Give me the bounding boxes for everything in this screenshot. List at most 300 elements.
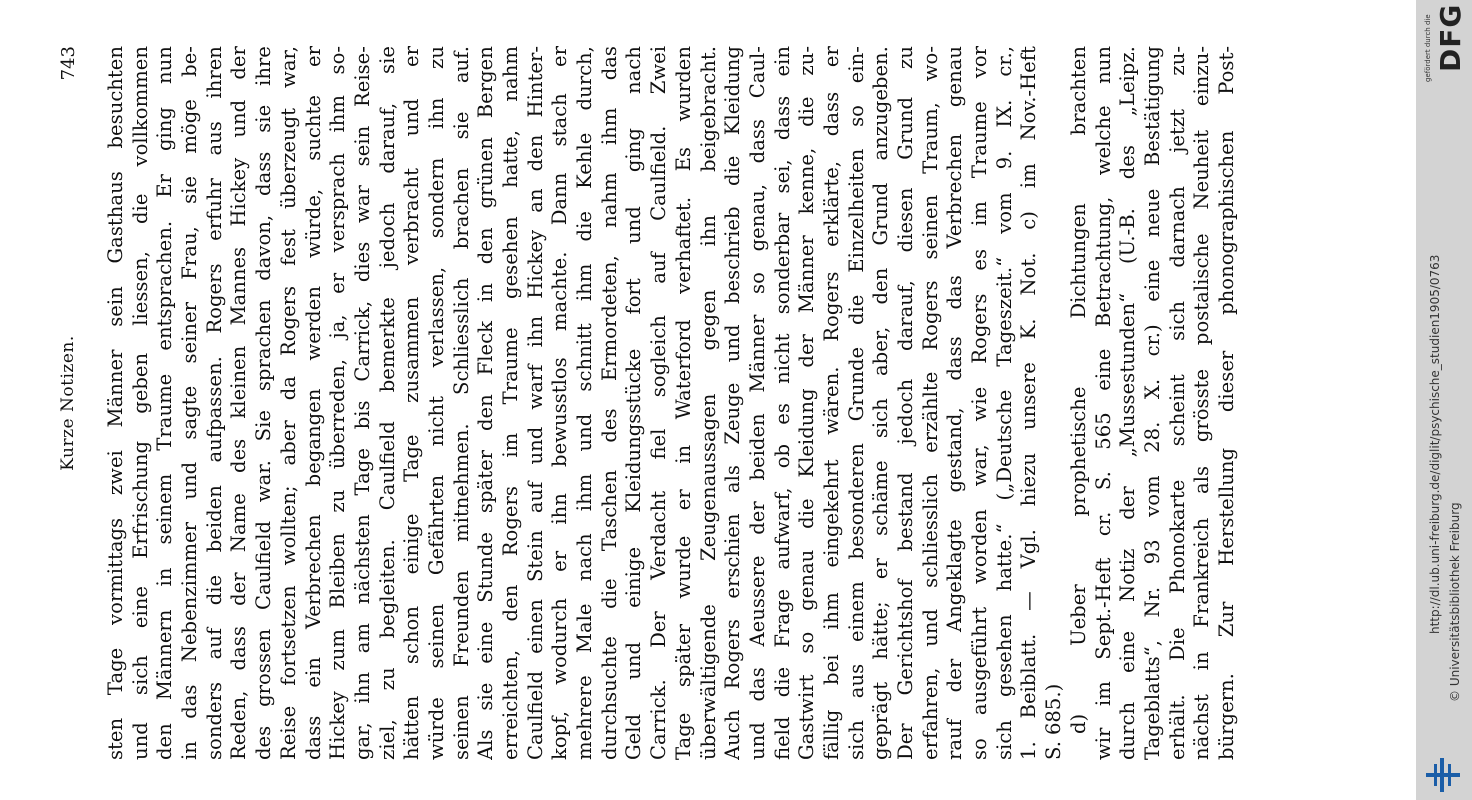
word: nahm: [499, 46, 522, 102]
word: hätte;: [869, 601, 893, 660]
text-line: [1017, 46, 1042, 760]
word: Male: [573, 603, 597, 654]
word: besuchten: [104, 46, 127, 149]
word: sonders: [202, 681, 226, 760]
word: grösste: [1190, 368, 1214, 443]
text-line: [1116, 46, 1141, 760]
word: gestand,: [943, 407, 967, 493]
word: sie: [178, 175, 202, 204]
word: die: [795, 498, 819, 529]
word: Name: [227, 493, 251, 553]
word: Reise: [276, 705, 300, 760]
word: Not.: [1017, 252, 1041, 296]
word: Post-: [1214, 46, 1238, 95]
word: Freunden: [449, 570, 473, 667]
text-line: [227, 46, 252, 760]
word: Zeugenaussagen: [696, 393, 720, 562]
word: wollten;: [276, 485, 300, 566]
word: ob: [770, 443, 794, 469]
word: die: [597, 578, 621, 609]
word: Stunde: [474, 532, 498, 603]
word: 9.: [992, 150, 1016, 170]
word: darauf,: [894, 280, 917, 351]
word: am: [350, 623, 374, 654]
word: der: [745, 501, 769, 535]
word: sich: [844, 720, 868, 760]
word: ihn: [523, 315, 547, 348]
word: sie: [252, 104, 276, 133]
word: sondern: [424, 157, 448, 239]
word: ihm: [573, 263, 597, 302]
word: sich: [1165, 300, 1189, 341]
word: ihn: [696, 214, 720, 247]
word: ihm: [326, 95, 350, 133]
word: einem: [844, 581, 868, 642]
word: Männer: [104, 349, 127, 428]
text-line: [894, 46, 919, 760]
word: Der: [647, 611, 671, 648]
word: so: [795, 631, 819, 654]
word: wir: [1091, 727, 1115, 760]
word: grünen: [474, 137, 498, 209]
word: überreden,: [326, 359, 350, 470]
text-line: [993, 46, 1018, 760]
word: gesehen: [992, 614, 1016, 698]
page-number: 743: [58, 46, 79, 81]
text-line: [1166, 46, 1191, 760]
word: Traume: [153, 373, 177, 451]
running-head: Kurze Notizen.: [58, 335, 78, 471]
word: kopf,: [548, 711, 572, 760]
text-line: [1067, 46, 1092, 760]
word: Rogers: [968, 293, 992, 364]
word: cr.: [1091, 511, 1115, 537]
word: Hinter-: [523, 46, 547, 118]
word: vom: [992, 192, 1016, 234]
word: auf: [647, 252, 671, 284]
word: einige: [400, 513, 424, 575]
word: unsere: [1017, 362, 1041, 431]
word: „Leipz.: [1116, 46, 1140, 117]
word: zwei: [104, 450, 127, 496]
word: und: [128, 722, 152, 760]
word: grossen: [252, 628, 276, 707]
word: beigebracht.: [696, 46, 720, 172]
word: ein-: [844, 46, 868, 84]
word: sich: [992, 720, 1016, 760]
text-line: [203, 46, 228, 760]
word: rauf: [943, 719, 967, 760]
text-line: [524, 46, 549, 760]
word: seinem: [153, 473, 177, 545]
text-line: [1092, 46, 1117, 760]
word: durch: [1116, 701, 1140, 760]
word: sie: [474, 682, 498, 711]
word: so: [968, 738, 992, 760]
word: schnitt: [573, 323, 597, 392]
word: in: [474, 283, 498, 303]
text-line: [153, 46, 178, 760]
word: ihn: [350, 672, 374, 704]
word: als: [1190, 465, 1214, 494]
word: Waterford: [671, 319, 695, 420]
word: aus: [202, 121, 226, 156]
word: zu: [894, 46, 917, 69]
text-line: [672, 46, 697, 760]
text-line: [277, 46, 302, 760]
word: den: [474, 227, 498, 265]
word: nach: [573, 533, 597, 582]
word: begangen: [301, 388, 325, 487]
word: Fleck: [474, 321, 498, 376]
word: hätten: [400, 695, 424, 760]
word: zu-: [1165, 46, 1189, 76]
word: 565: [1091, 412, 1115, 450]
word: Rogers: [499, 486, 522, 557]
word: field: [770, 716, 794, 760]
word: Taschen: [597, 469, 621, 552]
word: Neuheit: [1190, 129, 1214, 210]
word: Rogers: [918, 280, 942, 351]
word: er: [869, 558, 893, 580]
word: bemerkte: [375, 297, 399, 393]
word: Ermordeten,: [597, 255, 621, 382]
word: Aeussere: [745, 555, 769, 647]
word: zu: [424, 46, 448, 69]
word: so: [844, 105, 868, 127]
word: darnach: [1165, 186, 1189, 268]
word: ihm: [573, 473, 597, 512]
word: Frage: [770, 588, 794, 648]
word: bei: [819, 654, 843, 685]
word: sein: [104, 286, 127, 327]
word: zum: [326, 629, 350, 671]
word: neue: [1140, 188, 1164, 238]
word: einige: [622, 546, 646, 608]
word: besonderen: [844, 443, 868, 560]
word: und: [178, 461, 202, 500]
word: K.: [1017, 318, 1041, 340]
word: IX.: [992, 99, 1016, 128]
word: seinen: [918, 194, 942, 260]
word: war,: [276, 46, 300, 88]
word: Männer: [795, 235, 819, 314]
word: Notiz: [1116, 548, 1140, 603]
word: —: [1017, 591, 1041, 611]
word: einen: [523, 599, 547, 654]
word: Traum,: [918, 102, 942, 174]
word: begleiten.: [375, 539, 399, 639]
word: jedoch: [894, 378, 917, 445]
word: den: [153, 723, 177, 760]
word: Tage: [104, 647, 127, 696]
word: dass: [252, 151, 276, 196]
word: Grund: [894, 96, 917, 160]
university-logo-icon: [1426, 758, 1460, 792]
word: Schliesslich: [449, 277, 473, 395]
word: das: [943, 275, 967, 310]
word: fällig: [819, 709, 843, 760]
word: darauf,: [375, 102, 399, 174]
text-line: [178, 46, 203, 760]
word: dass: [745, 119, 769, 164]
word: Betrachtung,: [1091, 196, 1115, 328]
word: des: [597, 408, 621, 443]
word: eine: [1140, 259, 1164, 302]
word: sagte: [178, 385, 202, 440]
word: gar,: [350, 722, 374, 760]
word: fort: [622, 278, 646, 315]
word: dass: [227, 626, 251, 671]
word: den: [523, 134, 547, 172]
text-line: [771, 46, 796, 760]
word: schon: [400, 606, 424, 665]
word: des: [1116, 145, 1140, 180]
word: Männer: [745, 314, 769, 393]
text-line: [746, 46, 771, 760]
word: und: [573, 413, 597, 452]
word: durchsuchte: [597, 636, 621, 760]
word: fiel: [647, 428, 671, 460]
word: ja,: [326, 314, 350, 339]
text-line: [351, 46, 376, 760]
word: eingekehrt: [819, 459, 843, 568]
word: kleinen: [227, 345, 251, 419]
word: erzählte: [918, 371, 942, 453]
word: „Mussestunden“: [1116, 292, 1140, 458]
word: genau: [943, 46, 967, 108]
word: die: [721, 155, 745, 187]
word: nächsten: [350, 514, 374, 605]
word: zu: [326, 489, 350, 513]
word: Verbrechen: [301, 514, 325, 630]
word: gesehen: [499, 216, 522, 299]
word: erfuhr: [202, 178, 226, 241]
word: verbracht: [400, 168, 424, 266]
word: und: [745, 722, 769, 760]
word: Herstellung: [1214, 447, 1238, 566]
word: („Deutsche: [992, 389, 1016, 501]
word: genau: [795, 549, 819, 611]
word: eine: [128, 586, 152, 629]
word: genau,: [745, 184, 769, 252]
word: den: [474, 394, 498, 432]
word: d): [1066, 713, 1090, 734]
text-line: [647, 46, 672, 760]
word: und: [622, 206, 646, 245]
word: erklärte,: [819, 160, 843, 247]
word: stach: [548, 93, 572, 147]
word: Angeklagte: [943, 519, 967, 633]
word: Grunde: [844, 346, 868, 422]
word: Tage: [671, 712, 695, 760]
word: der: [227, 46, 251, 80]
word: Zeuge: [721, 382, 745, 445]
word: sie: [375, 46, 399, 74]
word: auf: [202, 627, 226, 660]
word: die: [770, 666, 794, 698]
word: Tage: [350, 448, 374, 496]
copyright-text: © Universitätsbibliothek Freiburg: [1448, 502, 1462, 702]
text-line: [919, 46, 944, 760]
word: Carrick,: [350, 300, 374, 382]
text-line: [302, 46, 327, 760]
word: sprachen: [252, 299, 276, 392]
word: und: [918, 608, 942, 647]
word: die: [202, 574, 226, 606]
word: werden: [301, 286, 325, 361]
word: aufpassen.: [202, 356, 226, 463]
word: würde,: [301, 188, 325, 258]
word: Caulfield: [523, 670, 547, 760]
word: bewusstlos: [548, 357, 572, 467]
word: cr.): [1140, 324, 1164, 357]
word: wo-: [918, 46, 942, 82]
text-line: [869, 46, 894, 760]
word: nahm: [597, 172, 621, 228]
word: Männern: [153, 609, 177, 701]
word: Dann: [548, 172, 572, 226]
word: das: [745, 667, 769, 702]
text-line: [1215, 46, 1240, 760]
word: verlassen,: [424, 266, 448, 368]
text-line: [795, 46, 820, 760]
word: die: [573, 211, 597, 242]
word: nun: [1091, 46, 1115, 84]
source-url-link[interactable]: http://dl.ub.uni-freiburg.de/diglit/psychische_studien1905/0763: [1428, 254, 1442, 634]
word: warf: [523, 364, 547, 410]
word: Traume: [499, 327, 522, 405]
word: zusammen: [400, 296, 424, 403]
word: seinen: [424, 603, 448, 669]
text-line: [252, 46, 277, 760]
word: scheint: [1165, 374, 1189, 447]
word: als: [721, 465, 745, 494]
sidebar-rotated: [1416, 0, 1472, 800]
word: und: [622, 642, 646, 680]
word: Caulfield: [375, 421, 399, 511]
word: machte.: [548, 251, 572, 332]
word: Reden,: [227, 690, 251, 760]
word: Dichtungen: [1066, 203, 1090, 319]
word: ihn: [424, 97, 448, 130]
text-line: [474, 46, 499, 760]
word: brachten: [1066, 46, 1090, 136]
word: 1.: [1017, 741, 1041, 760]
word: zu-: [795, 46, 819, 76]
word: suchte: [301, 95, 325, 161]
word: aber,: [869, 326, 893, 377]
dfg-logo: DFG: [1434, 3, 1467, 72]
word: Erfrischung: [128, 440, 152, 559]
word: sei,: [770, 159, 794, 194]
word: vormittags: [104, 517, 127, 625]
word: im: [499, 432, 522, 458]
word: anzugeben.: [869, 46, 893, 161]
word: des: [252, 725, 276, 760]
word: hatte,: [499, 130, 522, 188]
word: prophetische: [1066, 386, 1090, 517]
word: verhaftet.: [671, 196, 695, 294]
word: aber: [276, 420, 300, 466]
word: Zwei: [647, 46, 671, 95]
word: seinen: [449, 695, 473, 760]
word: diesen: [894, 187, 917, 253]
text-line: [622, 46, 647, 760]
word: Sie: [252, 410, 276, 442]
word: ihm: [819, 592, 843, 630]
word: aufwarf,: [770, 487, 794, 570]
text-line: [697, 46, 722, 760]
word: möge: [178, 99, 202, 154]
word: ausgeführt: [968, 606, 992, 716]
word: dieser: [1214, 350, 1238, 413]
word: dass: [819, 91, 843, 137]
text-line: [425, 46, 450, 760]
word: Nr.: [1140, 586, 1164, 618]
word: Der: [894, 723, 917, 760]
word: wurde: [671, 535, 695, 599]
word: der: [1116, 486, 1140, 520]
word: Phonokarte: [1165, 479, 1189, 595]
word: ihm: [597, 107, 621, 146]
word: nun: [153, 46, 177, 84]
word: dass: [943, 336, 967, 381]
word: durch,: [573, 46, 597, 111]
word: Vgl.: [1017, 529, 1041, 569]
word: beiden: [745, 413, 769, 481]
text-line: [129, 46, 154, 760]
word: eine: [1116, 630, 1140, 673]
word: wären.: [819, 366, 843, 435]
text-line: [943, 46, 968, 760]
word: wodurch: [548, 598, 572, 685]
word: da: [276, 376, 300, 401]
word: überwältigende: [696, 604, 720, 760]
word: es: [968, 248, 992, 271]
word: ein: [301, 657, 325, 688]
text-line: [968, 46, 993, 760]
word: war.: [252, 460, 276, 503]
word: vom: [1140, 475, 1164, 517]
word: Sept.-Heft: [1091, 557, 1115, 660]
word: an: [523, 188, 547, 213]
word: S.: [1091, 471, 1115, 491]
word: fest: [276, 229, 300, 266]
word: er: [301, 46, 325, 67]
word: be-: [178, 46, 202, 77]
word: er: [819, 46, 843, 68]
word: in: [1190, 651, 1214, 671]
text-line: [499, 46, 524, 760]
word: er: [548, 46, 572, 67]
word: worden: [968, 509, 992, 584]
word: Grund: [869, 182, 893, 246]
word: der: [795, 334, 819, 368]
word: gegen: [696, 289, 720, 351]
word: der: [943, 658, 967, 693]
text-line: [450, 46, 475, 760]
word: auf.: [449, 46, 473, 84]
word: das: [178, 684, 202, 719]
word: Rogers: [721, 619, 745, 690]
word: er: [400, 46, 424, 67]
text-line: [400, 46, 425, 760]
word: bürgern.: [1214, 673, 1238, 760]
word: Die: [1165, 627, 1189, 661]
page-header: [58, 46, 86, 760]
word: im: [968, 201, 992, 226]
